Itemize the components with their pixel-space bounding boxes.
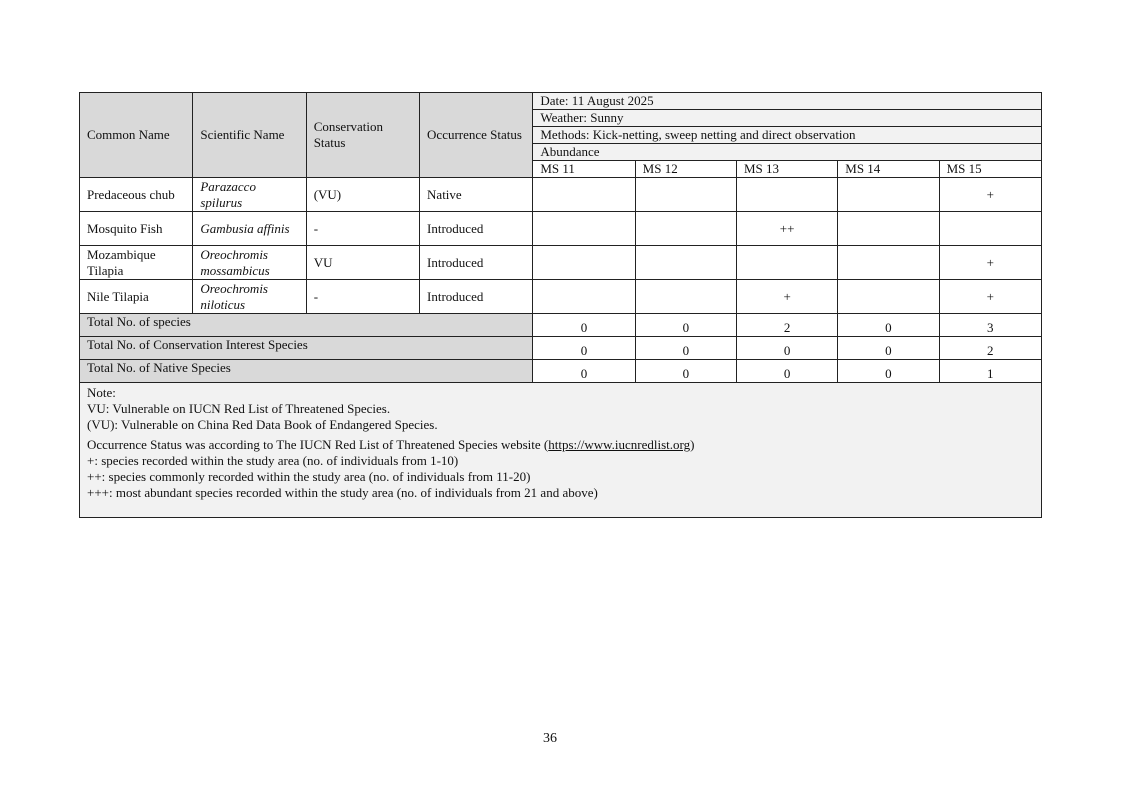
total-value: 2 xyxy=(939,337,1041,360)
total-value: 1 xyxy=(939,360,1041,383)
total-value: 2 xyxy=(736,314,837,337)
scientific-name: Oreochromis mossambicus xyxy=(193,246,306,280)
page-number: 36 xyxy=(543,731,557,746)
note-vu-china: (VU): Vulnerable on China Red Data Book of Endangered Species. xyxy=(87,417,438,432)
iucn-link[interactable]: https://www.iucnredlist.org xyxy=(548,437,691,452)
abundance-cell xyxy=(533,212,635,246)
abundance-cell xyxy=(838,212,939,246)
notes-title: Note: xyxy=(87,385,116,400)
total-value: 0 xyxy=(838,337,939,360)
header-scientific-name: Scientific Name xyxy=(193,93,306,178)
occurrence-status: Introduced xyxy=(420,212,533,246)
abundance-cell xyxy=(533,178,635,212)
abundance-cell xyxy=(736,246,837,280)
abundance-header: Abundance xyxy=(533,144,1042,161)
note-occurrence-text: Occurrence Status was according to The IUCN Red List of Threatened Species website ( xyxy=(87,437,549,452)
species-row xyxy=(80,280,1042,314)
total-value: 0 xyxy=(838,314,939,337)
note-plus: +: species recorded within the study area (no. of individuals from 1-10) xyxy=(87,453,459,468)
total-value: 0 xyxy=(736,337,837,360)
total-native-row xyxy=(80,360,1042,383)
notes-row xyxy=(80,383,1042,518)
abundance-cell: + xyxy=(939,178,1041,212)
scientific-name: Parazacco spilurus xyxy=(193,178,306,212)
total-value: 0 xyxy=(635,314,736,337)
abundance-cell: + xyxy=(939,246,1041,280)
station-header: MS 15 xyxy=(939,161,1041,178)
abundance-cell: ++ xyxy=(736,212,837,246)
survey-methods: Methods: Kick-netting, sweep netting and direct observation xyxy=(533,127,1042,144)
total-value: 0 xyxy=(838,360,939,383)
abundance-cell xyxy=(533,246,635,280)
conservation-status: - xyxy=(306,280,419,314)
conservation-status: VU xyxy=(306,246,419,280)
conservation-status: (VU) xyxy=(306,178,419,212)
abundance-cell xyxy=(838,246,939,280)
common-name: Predaceous chub xyxy=(80,178,193,212)
abundance-cell xyxy=(635,246,736,280)
abundance-cell xyxy=(939,212,1041,246)
abundance-cell xyxy=(635,178,736,212)
header-occurrence-status: Occurrence Status xyxy=(420,93,533,178)
total-label: Total No. of species xyxy=(80,314,533,337)
total-value: 0 xyxy=(635,337,736,360)
total-label: Total No. of Conservation Interest Species xyxy=(80,337,533,360)
note-plus-plus-plus: +++: most abundant species recorded within the study area (no. of individuals from 21 and above) xyxy=(87,485,598,500)
conservation-status: - xyxy=(306,212,419,246)
station-header: MS 12 xyxy=(635,161,736,178)
abundance-cell xyxy=(838,280,939,314)
note-vu: VU: Vulnerable on IUCN Red List of Threatened Species. xyxy=(87,401,391,416)
species-row xyxy=(80,246,1042,280)
note-occurrence-close: ) xyxy=(690,437,695,452)
scientific-name: Oreochromis niloticus xyxy=(193,280,306,314)
note-occurrence xyxy=(87,437,1034,453)
total-value: 0 xyxy=(533,360,635,383)
total-label: Total No. of Native Species xyxy=(80,360,533,383)
station-header: MS 11 xyxy=(533,161,635,178)
abundance-cell xyxy=(533,280,635,314)
survey-weather: Weather: Sunny xyxy=(533,110,1042,127)
species-row xyxy=(80,178,1042,212)
common-name: Nile Tilapia xyxy=(80,280,193,314)
abundance-cell xyxy=(736,178,837,212)
station-header: MS 14 xyxy=(838,161,939,178)
common-name: Mosquito Fish xyxy=(80,212,193,246)
occurrence-status: Introduced xyxy=(420,280,533,314)
abundance-cell xyxy=(838,178,939,212)
fish-survey-table xyxy=(79,92,1042,518)
abundance-cell xyxy=(635,212,736,246)
note-plus-plus: ++: species commonly recorded within the study area (no. of individuals from 11-20) xyxy=(87,469,531,484)
total-value: 0 xyxy=(533,337,635,360)
survey-date: Date: 11 August 2025 xyxy=(533,93,1042,110)
header-common-name: Common Name xyxy=(80,93,193,178)
total-value: 0 xyxy=(533,314,635,337)
total-value: 0 xyxy=(736,360,837,383)
total-value: 3 xyxy=(939,314,1041,337)
species-row xyxy=(80,212,1042,246)
total-species-row xyxy=(80,314,1042,337)
header-conservation-status: Conservation Status xyxy=(306,93,419,178)
scientific-name: Gambusia affinis xyxy=(193,212,306,246)
common-name: Mozambique Tilapia xyxy=(80,246,193,280)
station-header: MS 13 xyxy=(736,161,837,178)
total-value: 0 xyxy=(635,360,736,383)
abundance-cell: + xyxy=(939,280,1041,314)
abundance-cell xyxy=(635,280,736,314)
total-conservation-row xyxy=(80,337,1042,360)
survey-table-container xyxy=(79,92,1042,518)
occurrence-status: Native xyxy=(420,178,533,212)
abundance-cell: + xyxy=(736,280,837,314)
occurrence-status: Introduced xyxy=(420,246,533,280)
notes-section xyxy=(80,383,1042,518)
